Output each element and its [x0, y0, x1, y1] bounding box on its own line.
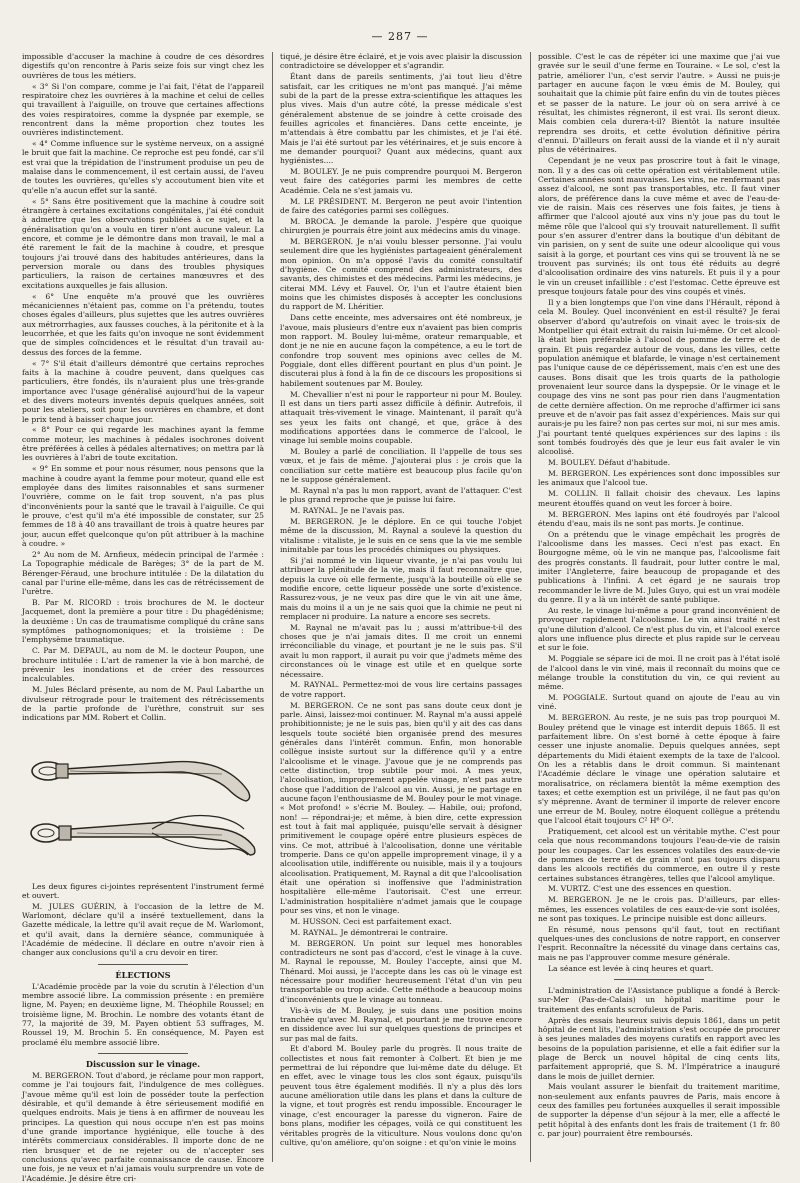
paragraph: impossible d'accuser la machine à coudre de ces désordres digestifs qu'on rencontre à Paris seize fois sur vingt chez les ouvrières de tous les métiers.: [22, 52, 264, 80]
paragraph: Étant dans de pareils sentiments, j'ai tout lieu d'être satisfait, car les critiques ne m'ont pas manqué. J'ai même subi de la part de la presse extra-scientifique les attaques les plus vives. Mais d'un autre côté, la presse médicale s'est généralement abstenue de se joindre à cette croisade des feuilles agricoles et financières. Dans cette enceinte, je m'attendais à être combattu par les chimistes, et je l'ai été. Mais je l'ai été surtout par les vétérinaires, et je suis encore à me demander pourquoi? Quant aux médecins, quant aux hygiénistes....: [280, 72, 522, 166]
section-separator: [98, 964, 188, 965]
figure-caption: Les deux figures ci-jointes représentent l'instrument fermé et ouvert.: [22, 881, 264, 900]
section-separator: [98, 1053, 188, 1054]
section-heading-vinage: Discussion sur le vinage.: [85, 1059, 201, 1070]
divulseur-figure: [22, 729, 264, 879]
column-rule: [530, 52, 531, 1162]
paragraph: M. Raynal n'a pas lu mon rapport, avant de l'attaquer. C'est le plus grand reproche que je puisse lui faire.: [280, 485, 522, 505]
paragraph: M. BERGERON. Les expériences sont donc impossibles sur les animaux que l'alcool tue.: [538, 469, 780, 488]
paragraph: M. POGGIALE. Surtout quand on ajoute de l'eau au vin viné.: [538, 693, 780, 712]
paragraph: « 8° Pour ce qui regarde les machines ayant la femme comme moteur, les machines à pédales isochrones doivent être préférées à celles à pédales alternatives; on mettra par là les ouvrières à l'abri de toute excitation.: [22, 425, 264, 463]
paragraph: Mais voulant assurer le bienfait du traitement maritime, non-seulement aux enfants pauvres de Paris, mais encore à ceux des familles peu fortunées auxquelles il serait impossible de supporter la dépense d'un séjour à la mer, elle a affecté le petit hôpital à des enfants dont les frais de traitement (1 fr. 80 c. par jour) pourraient être remboursés.: [538, 1082, 780, 1139]
column-1: [22, 52, 264, 1183]
paragraph: M. LE PRÉSIDENT. M. Bergeron ne peut avoir l'intention de faire des catégories parmi ses collègues.: [280, 196, 522, 215]
paragraph: Dans cette enceinte, mes adversaires ont été nombreux, je l'avoue, mais plusieurs d'entre eux n'avaient pas bien compris mon rapport. M. Bouley lui-même, orateur remarquable, et dont je ne nie en aucune façon la compétence, a eu le tort de confondre trop souvent mes opinions avec celles de M. Poggiale, dont elles diffèrent pourtant en plus d'un point. Je discuterai plus à fond à la fin de ce discours les propositions si habilement soutenues par M. Bouley.: [280, 313, 522, 388]
column-3: [538, 52, 780, 1162]
paragraph: M. BERGERON. Ce ne sont pas sans doute ceux dont je parle. Ainsi, laissez-moi continuer. M. Raynal m'a aussi appelé prohibitionniste; je ne le suis pas, bien qu'il y ait des cas dans lesquels toute société bien organisée prend des mesures générales dans l'intérêt commun. Enfin, mon honorable collègue insiste surtout sur la différence qu'il y a entre l'alcoolisme et le vinage. J'avoue que je ne comprends pas cette distinction, trop subtile pour moi. A mes yeux, l'alcoolisation, improprement appelée vinage, n'est pas autre chose que l'addition de l'alcool au vin. Aussi, je ne partage en aucune façon l'enthousiasme de M. Bouley pour le mot vinage. « Mot profond! » s'écrie M. Bouley. — Habile, oui; profond, non! — répondrai-je; et même, à bien dire, cette expression est tout à fait mal appliquée, puisqu'elle servait à désigner primitivement le coupage opéré entre plusieurs espèces de vins. Ce mot, attribué à l'alcoolisation, donne une véritable tromperie. Dans ce qu'on appelle improprement vinage, il y a alcoolisation utile, indifférente ou nuisible, mais il y a toujours alcoolisation. Pratiquement, M. Raynal a dit que l'alcoolisation était une opération si inoffensive que l'administration hospitalière elle-même l'autorisait. C'est une erreur. L'administration hospitalière n'admet jamais que le coupage pour ses vins, et non le vinage.: [280, 700, 522, 916]
paragraph: Et d'abord M. Bouley parle du progrès. Il nous traite de collectistes et nous fait remonter à Colbert. Et bien je me permettrai de lui répondre que lui-même date du déluge. Et en effet, avec le vinage tous les clos sont égaux, puisqu'ils peuvent tous être également modifiés. Il n'y a plus dès lors aucune amélioration utile dans les plans et dans la culture de la vigne, et tout progrès est rendu impossible. Encourager le vinage, c'est encourager la paresse du vigneron. Faire de bons plans, modifier les cépages, voilà ce qui constituent les véritables progrès de la viticulture. Nous voulons donc qu'on cultive, qu'on améliore, qu'on soigne : et qu'on vinie le moins: [280, 1044, 522, 1147]
paragraph: M. BROCA. Je demande la parole. J'espère que quoique chirurgien je pourrais être joint aux médecins amis du vinage.: [280, 216, 522, 236]
paragraph: « 7° S'il était d'ailleurs démontré que certains reproches faits à la machine à coudre peuvent, dans quelques cas particuliers, être fondés, ils n'auraient plus une très-grande importance avec l'usage généralisé aujourd'hui de la vapeur et des divers moteurs inventés depuis quelques années, soit pour les ateliers, soit pour les ouvrières en chambre, et dont le prix tend à baisser chaque jour.: [22, 358, 264, 424]
paragraph: M. BERGERON. Un point sur lequel mes honorables contradicteurs ne sont pas d'accord, c'est le vinage à la cuve. M. Raynal le repousse, M. Bouley l'accepte, ainsi que M. Thénard. Moi aussi, je l'accepte dans les cas où le vinage est nécessaire pour modifier heureusement l'état d'un vin peu transportable ou trop acide. Cette méthode a beaucoup moins d'inconvénients que le vinage au tonneau.: [280, 938, 522, 1004]
paragraph: M. BERGERON. Tout d'abord, je réclame pour mon rapport, comme je l'ai toujours fait, l'indulgence de mes collègues. J'avoue même qu'il est loin de posséder toute la perfection désirable, et qu'il demande à être sérieusement modifié en quelques endroits. Mais je tiens à en affirmer de nouveau les principes. La question qui nous occupe n'en est pas moins d'une grande importance hygiénique, elle touche à des intérêts commerciaux considérables. Il importe donc de ne rien brusquer et de ne rejeter ou de n'accepter ses conclusions qu'avec parfaite connaissance de cause. Encore une fois, je ne veux et n'ai jamais voulu surprendre un vote de l'Académie. Je désire être cri-: [22, 1070, 264, 1183]
paragraph: « 5° Sans être positivement que la machine à coudre soit étrangère à certaines excitations congénitales, j'ai été conduit à admettre que les observations publiées à ce sujet, et la généralisation qu'on a voulu en tirer n'ont aucune valeur. La encore, et comme je le démontre dans mon travail, le mal a été rarement le fait de la machine à coudre, et presque toujours j'ai trouvé dans des habitudes antérieures, dans la perversion morale ou dans des troubles physiques particuliers, la raison de certaines manœuvres et des excitations auxquelles je fais allusion.: [22, 196, 264, 290]
paragraph: M. COLLIN. Il fallait choisir des chevaux. Les lapins meurent étouffés quand on veut les forcer à boire.: [538, 489, 780, 508]
paragraph: M. RAYNAL. Permettez-moi de vous lire certains passages de votre rapport.: [280, 680, 522, 699]
paragraph: M. BERGERON. Je n'ai voulu blesser personne. J'ai voulu seulement dire que les hygiénistes partageaient généralement mon opinion. On m'a opposé l'avis du comité consultatif d'hygiène. Ce comité comprend des administrateurs, des savants, des chimistes et des médecins. Parmi les médecins, je citerai MM. Lévy et Fauvel. Or, l'un et l'autre étaient bien moins que les chimistes disposés à accepter les conclusions du rapport de M. Lhéritier.: [280, 237, 522, 312]
page-number: — 287 —: [371, 30, 429, 43]
column-rule: [272, 52, 273, 1162]
paragraph: « 9° En somme et pour nous résumer, nous pensons que la machine à coudre ayant la femme pour moteur, quand elle est employée dans des limites raisonnables et sans surmener l'ouvrière, comme on le fait trop souvent, n'a pas plus d'inconvénients pour la santé que le travail à l'aiguille. Ce qui le prouve, c'est qu'il m'a été impossible de constater, sur 25 femmes de 18 à 40 ans travaillant de trois à quatre heures par jour, aucun effet quelconque qu'on pût attribuer à la machine à coudre. »: [22, 464, 264, 549]
paragraph: « 4° Comme influence sur le système nerveux, on a assigné le bruit que fait la machine. Ce reproche est peu fondé, car s'il est vrai que la trépidation de l'instrument produise un peu de malaise dans le commencement, il est certain aussi, de l'aveu de toutes les ouvrières, qu'elles s'y accoutument bien vite et qu'elle n'a aucun effet sur la santé.: [22, 139, 264, 195]
paragraph: Si j'ai nommé le vin liqueur vivante, je n'ai pas voulu lui attribuer la plénitude de la vie, mais il faut reconnaître que, depuis la cuve où elle fermente, jusqu'à la bouteille où elle se modifie encore, cette liqueur possède une sorte d'existence. Rassurez-vous, je ne veux pas dire que le vin ait une âme, mais du moins il a un je ne sais quoi que la chimie ne peut ni remplacer ni produire. La nature a encore ses secrets.: [280, 555, 522, 621]
paragraph: possible. C'est le cas de répéter ici une maxime que j'ai vue gravée sur le seuil d'une ferme en Touraine. « Le sol, c'est la patrie, améliorer l'un, c'est servir l'autre. » Aussi ne puis-je partager en aucune façon le vœu émis de M. Bouley, qui souhaitait que la chimie pût faire enfin du vin de toutes pièces et se passer de la nature. Le jour où on sera arrivé à ce résultat, les chimistes régneront, il est vrai. Ils seront dieux. Mais combien cela durera-t-il? Bientôt la nature insultée reprendra ses droits, et cette évolution définitive périra d'ennui. D'ailleurs on ferait aussi de la viande et il n'y aurait plus de vétérinaires.: [538, 52, 780, 155]
paragraph: Cependant je ne veux pas proscrire tout à fait le vinage, non. Il y a des cas où cette opération est véritablement utile. Certaines années sont mauvaises. Les vins, ne renfermant pas assez d'alcool, ne sont pas transportables, etc. Il faut viner alors, de préférence dans la cuve même et avec de l'eau-de-vie de raisin. Mais ces réserves une fois faites, je tiens à affirmer que l'alcool ajouté aux vins n'y joue pas du tout le même rôle que l'alcool qui s'y trouvait naturellement. Il suffit pour s'en assurer d'entrer dans la boutique d'un débitant de vin parisien, on y sent de suite une odeur alcoolique qui vous saisit à la gorge, et pourtant ces vins qui se trouvent là ne se trouvent pas survinés; ils ont tous été réduits au degré d'alcoolisation ordinaire des vins naturels. Et puis il y a pour le vin un creuset infaillible : c'est l'estomac. Cette épreuve est presque toujours fatale pour des vins coupés et vinés.: [538, 156, 780, 297]
paragraph: M. BERGERON. Mes lapins ont été foudroyés par l'alcool étendu d'eau, mais ils ne sont pas morts. Je continue.: [538, 509, 780, 528]
paragraph: M. Poggiale se sépare ici de moi. Il ne croit pas à l'état isolé de l'alcool dans le vin viné, mais il reconnaît du moins que ce mélange trouble la constitution du vin, ce qui revient au même.: [538, 654, 780, 692]
paragraph: Après des essais heureux suivis depuis 1861, dans un petit hôpital de cent lits, l'administration s'est occupée de procurer à ses jeunes malades des moyens curatifs en rapport avec les besoins de la population parisienne, et elle a fait édifier sur la plage de Berck un nouvel hôpital de cinq cents lits, parfaitement approprié, que S. M. l'Impératrice a inauguré dans le mois de juillet dernier.: [538, 1015, 780, 1081]
paragraph: M. BOULEY. Je ne puis comprendre pourquoi M. Bergeron veut faire des catégories parmi les membres de cette Académie. Cela ne s'est jamais vu.: [280, 167, 522, 195]
column-2: [280, 52, 522, 1162]
paragraph: M. BERGERON. Je le déplore. En ce qui touche l'objet même de la discussion, M. Raynal a soulevé la question du vitalisme : vitaliste, je le suis en ce sens que la vie me semble inimitable par tous les procédés chimiques ou physiques.: [280, 517, 522, 555]
section-heading-elections: ÉLECTIONS: [115, 969, 171, 980]
paragraph: L'administration de l'Assistance publique a fondé à Berck-sur-Mer (Pas-de-Calais) un hôpital maritime pour le traitement des enfants scrofuleux de Paris.: [538, 986, 780, 1014]
paragraph: Vis-à-vis de M. Bouley, je suis dans une position moins tranchée qu'avec M. Raynal, et pourtant je me trouve encore en dissidence avec lui sur quelques questions de principes et sur pas mal de faits.: [280, 1005, 522, 1043]
paragraph: La séance est levée à cinq heures et quart.: [548, 963, 714, 973]
paragraph: M. BERGERON. Je ne le crois pas. D'ailleurs, par elles-mêmes, les essences volatiles de ces eaux-de-vie sont isolées, ne sont pas toxiques. Le principe nuisible est donc ailleurs.: [538, 895, 780, 923]
instrument-closed: [32, 761, 250, 800]
paragraph: M. Jules Béclard présente, au nom de M. Paul Labarthe un divulseur rétrograde pour le traitement des rétrécissements de la partie profonde de l'urèthre, construit sur ses indications par MM. Robert et Collin.: [22, 685, 264, 723]
instrument-open: [31, 815, 255, 855]
paragraph: En résumé, nous pensons qu'il faut, tout en rectifiant quelques-unes des conclusions de notre rapport, en conserver l'esprit. Reconnaître la nécessité du vinage dans certains cas, mais ne pas l'approuver comme mesure générale.: [538, 924, 780, 962]
section-separator: [614, 979, 704, 980]
paragraph: M. Chevallier n'est ni pour le rapporteur ni pour M. Bouley. Il est dans un tiers parti assez difficile à définir. Autrefois, il attaquait très-vivement le vinage. Maintenant, il paraît qu'à ses yeux les faits ont changé, et que, grâce à des modifications apportées dans le commerce de l'alcool, le vinage lui semble moins coupable.: [280, 389, 522, 446]
paragraph: Il y a bien longtemps que l'on vine dans l'Hérault, répond à cela M. Bouley. Quel inconvénient en est-il résulté? Je ferai observer d'abord qu'autrefois on vinait avec le trois-six de Montpellier qui était extrait du raisin lui-même. Or cet alcool-là était bien préférable à l'alcool de pomme de terre et de grain. Et puis regardez autour de vous, dans les villes, cette population anémique et blafarde, le vinage n'est certainement pas l'unique cause de ce dépérissement, mais c'en est une des causes. Bons disait que les trois quarts de la pathologie provenaient leur source dans la dyspepsie. Or le vinage et le coupage des vins ne sont pas pour rien dans l'augmentation de cette dernière affection. On me reproche d'affirmer ici sans preuve et de n'avoir pas fait assez d'expériences. Mais sur qui aurais-je pu les faire? non pas certes sur moi, ni sur mes amis. J'ai pourtant tenté quelques expériences sur des lapins : ils sont tombés foudroyés dès que je leur eus fait avaler le vin alcoolisé.: [538, 297, 780, 457]
paragraph: L'Académie procède par la voie du scrutin à l'élection d'un membre associé libre. La commission présente : en première ligne, M. Payen; en deuxième ligne, M. Théophile Roussel; en troisième ligne, M. Brochin. Le nombre des votants étant de 77, la majorité de 39, M. Payen obtient 53 suffrages, M. Roussel 19, M. Brochin 5. En conséquence, M. Payen est proclamé élu membre associé libre.: [22, 981, 264, 1047]
paragraph: M. BOULEY. Défaut d'habitude.: [548, 458, 671, 468]
paragraph: B. Par M. RICORD : trois brochures de M. le docteur Jacquemet, dont la première a pour titre : Du phagédénisme; la deuxième : Un cas de traumatisme compliqué du crâne sans symptômes pathognomoniques; et la troisième : De l'emphysème traumatique.: [22, 598, 264, 645]
paragraph: C. Par M. DEPAUL, au nom de M. le docteur Poupon, une brochure intitulée : L'art de ramener la vie à bon marché, de prévenir les inondations et de créer des ressources incalculables.: [22, 646, 264, 684]
paragraph: M. JULES GUÉRIN, à l'occasion de la lettre de M. Warlomont, déclare qu'il a inséré textuellement, dans la Gazette médicale, la lettre qu'il avait reçue de M. Warlomont, et qu'il avait, dans la dernière séance, communiquée à l'Académie de médecine. Il déclare en outre n'avoir rien à changer aux conclusions qu'il a cru devoir en tirer.: [22, 901, 264, 958]
paragraph: « 3° Si l'on compare, comme je l'ai fait, l'état de l'appareil respiratoire chez les ouvrières à la machine et celui de celles qui travaillent à l'aiguille, on trouve que certaines affections des voies respiratoires, comme la dyspnée par exemple, se rencontrent dans la même proportion chez toutes les ouvrières indistinctement.: [22, 81, 264, 138]
paragraph: M. VURTZ. C'est une des essences en question.: [548, 884, 732, 894]
paragraph: tiqué, je désire être éclairé, et je vois avec plaisir la discussion contradictoire se développer et s'agrandir.: [280, 52, 523, 71]
paragraph: On a prétendu que le vinage empêchait les progrès de l'alcoolisme dans les masses. Ceci n'est pas exact. En Bourgogne même, où le vin ne manque pas, l'alcoolisme fait des progrès constants. Il faudrait, pour lutter contre le mal, imiter l'Angleterre, faire beaucoup de propagande et des publications à l'infini. A cet égard je ne saurais trop recommander le livre de M. Jules Guyo, qui est un vrai modèle du genre. Il y a là un intérêt de santé publique.: [538, 529, 780, 605]
paragraph: Au reste, le vinage lui-même a pour grand inconvénient de provoquer rapidement l'alcoolisme. Le vin ainsi traité n'est qu'une dilution d'alcool. Ce n'est plus du vin, et l'alcool exerce alors une influence plus directe et plus rapide sur le cerveau et sur le foie.: [538, 605, 780, 653]
paragraph: « 6° Une enquête m'a prouvé que les ouvrières mécaniciennes n'étaient pas, comme on l'a prétendu, toutes choses égales d'ailleurs, plus sujettes que les autres ouvrières aux métrorrhagies, aux fausses couches, à la péritonite et à la leucorrhée, et que les faits qu'on invoque ne sont évidemment que de simples coïncidences et le résultat d'un travail au-dessus des forces de la femme.: [22, 291, 264, 357]
paragraph: M. RAYNAL. Je démontrerai le contraire.: [290, 927, 448, 937]
paragraph: M. Raynal ne m'avait pas lu ; aussi m'attribue-t-il des choses que je n'ai jamais dites. Il me croit un ennemi irréconciliable du vinage, et pourtant je ne le suis pas. S'il avait lu mon rapport, il aurait pu voir que j'admets même des circonstances où le vinage est utile et en quelque sorte nécessaire.: [280, 622, 522, 679]
paragraph: Pratiquement, cet alcool est un véritable mythe. C'est pour cela que nous recommandons toujours l'eau-de-vie de raisin pour les coupages. Car les essences volatiles des eaux-de-vie de pommes de terre et de grain n'ont pas toujours disparu dans les alcools rectifiés du commerce, en outre il y reste certaines substances étrangères, telles que l'alcool amylique.: [538, 826, 780, 883]
paragraph: M. Bouley a parlé de conciliation. Il l'appelle de tous ses vœux, et je fais de même. J'ajouterai plus : je crois que la conciliation sur cette matière est beaucoup plus facile qu'on ne le suppose généralement.: [280, 447, 522, 485]
paragraph: M. RAYNAL. Je ne l'avais pas.: [290, 506, 405, 516]
paragraph: M. HUSSON. Ceci est parfaitement exact.: [290, 916, 452, 926]
paragraph: M. BERGERON. Au reste, je ne suis pas trop pourquoi M. Bouley prétend que le vinage est interdit depuis 1865. Il est parfaitement libre. On s'est borné à cette époque à faire cesser une injuste anomalie. Depuis quelques années, sept départements du Midi étaient exempts de la taxe de l'alcool. On les a rétablis dans le droit commun. Si maintenant l'Académie déclare le vinage une opération salutaire et moralisatrice, on réclamera bientôt la même exemption des taxes; et cette exemption est un privilége, il ne faut pas qu'on s'y méprenne. Avant de terminer il importe de relever encore une erreur de M. Bouley, notre éloquent collègue a prétendu que l'alcool était toujours C² H⁶ O².: [538, 713, 780, 825]
paragraph: 2° Au nom de M. Arnfieux, médecin principal de l'armée : La Topographie médicale de Barèges; 3° de la part de M. Bérenger-Féraud, une brochure intitulée : De la dilatation du canal par l'urine elle-même, dans les cas de rétrécissement de l'urètre.: [22, 549, 264, 597]
